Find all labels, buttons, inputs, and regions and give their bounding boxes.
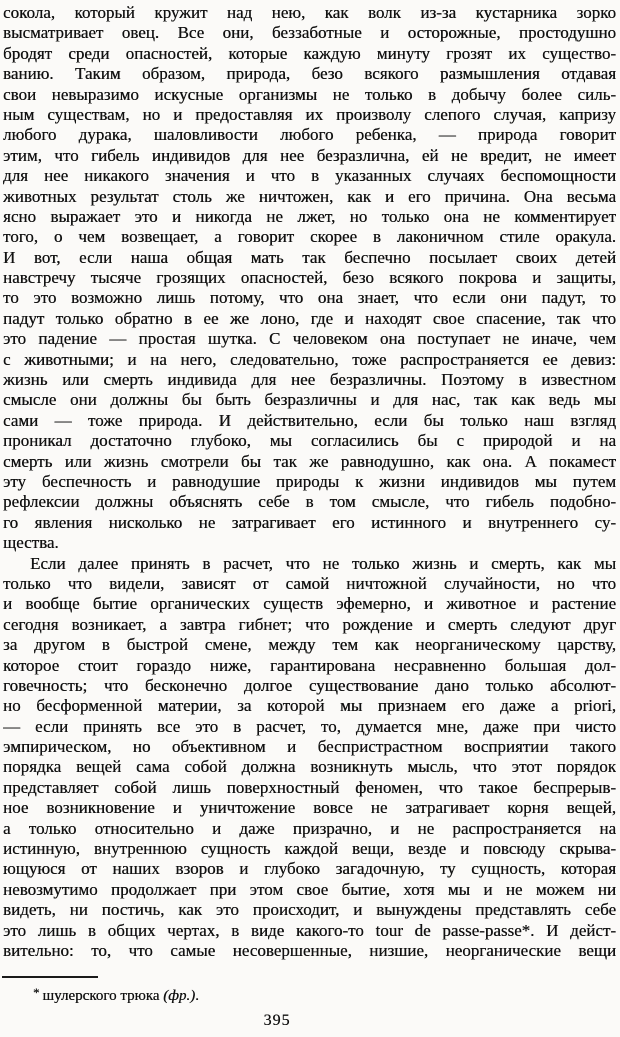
text-line: этим, что гибель индивидов для нее безразлична, ей не вредит, не имеет [3, 145, 616, 165]
text-line: то это возможно лишь потому, что она знает, что если они падут, то [3, 288, 616, 308]
text-line: для нее никакого значения и что в указанных случаях беспомощности [3, 166, 616, 186]
text-line: которое стоит гораздо ниже, гарантирована несравненно большая дол- [3, 655, 616, 675]
text-line: но бесформенной материи, за которой мы признаем его даже a priori, [3, 696, 616, 716]
text-line: И вот, если наша общая мать так беспечно посылает своих детей [3, 247, 616, 267]
text-line: навстречу тысяче грозящих опасностей, безо всякого покрова и защиты, [3, 268, 616, 288]
text-line: щества. [3, 533, 59, 553]
text-line: только что видели, зависят от самой ничтожной случайности, но что [3, 573, 616, 593]
text-line: сами — тоже природа. И действительно, если бы только наш взгляд [3, 410, 616, 430]
text-line: рефлексии должны объяснять себе в том смысле, что гибель подобно- [3, 492, 616, 512]
paragraph [3, 554, 616, 962]
text-line: ным существам, но и предоставляя их произволу слепого случая, капризу [3, 104, 616, 124]
text-line: Если далее принять в расчет, что не только жизнь и смерть, как мы [30, 553, 616, 573]
text-line: с животными; и на него, следовательно, тоже распространяется ее девиз: [3, 349, 616, 369]
body-text [3, 3, 616, 961]
text-line: — если принять все это в расчет, то, думается мне, даже при чисто [3, 716, 616, 736]
text-line: а только относительно и даже призрачно, и не распространяется на [3, 818, 616, 838]
text-line: свои невыразимо искусные организмы не только в добычу более силь- [3, 84, 616, 104]
text-line: и вообще бытие органических существ эфемерно, и животное и растение [3, 594, 616, 614]
text-line: проникал достаточно глубоко, мы согласились бы с природой и на [3, 431, 616, 451]
text-line: невозмутимо продолжает при этом свое бытие, хотя мы и не можем ни [3, 879, 616, 899]
page-number: 395 [263, 1012, 291, 1029]
text-line: это падение — простая шутка. С человеком она поступает не иначе, чем [3, 329, 616, 349]
text-line: видеть, ни постичь, как это происходит, и вынуждены представлять себе [3, 900, 616, 920]
footnote-language-note: (фр.) [163, 988, 196, 1004]
text-line: ющуюся от наших взоров и глубоко загадочную, ту сущность, которая [3, 859, 616, 879]
text-line: порядка вещей сама собой должна возникнуть мысль, что этот порядок [3, 757, 616, 777]
text-line: того, о чем возвещает, а говорит скорее в лаконичном стиле оракула. [3, 227, 616, 247]
text-line: говечность; что бесконечно долгое существование дано только абсолют- [3, 675, 616, 695]
text-line: ное возникновение и уничтожение вовсе не затрагивает корня вещей, [3, 798, 616, 818]
text-line: вительно: то, что самые несовершенные, низшие, неорганические вещи [3, 940, 616, 960]
paragraph [3, 3, 616, 554]
footnote-text: шулерского трюка [42, 988, 164, 1004]
text-line: высматривает овец. Все они, беззаботные и осторожные, простодушно [3, 23, 616, 43]
footnote-period: . [195, 988, 199, 1004]
text-line: бродят среди опасностей, которые каждую минуту грозят их существо- [3, 43, 616, 63]
footnote-marker: * [33, 985, 40, 1000]
text-line: смысле они должны бы быть безразличны и для нас, так как ведь мы [3, 390, 616, 410]
text-line: животных результат столь же ничтожен, как и его причина. Она весьма [3, 186, 616, 206]
footnote [33, 986, 199, 1006]
text-line: падут только обратно в ее же лоно, где и находят свое спасение, так что [3, 308, 616, 328]
text-line: представляет собой лишь поверхностный феномен, что такое беспрерыв- [3, 777, 616, 797]
text-line: сегодня возникает, а завтра гибнет; что рождение и смерть следуют друг [3, 614, 616, 634]
text-line: ванию. Таким образом, природа, безо всякого размышления отдавая [3, 64, 616, 84]
text-line: любого дурака, шаловливости любого ребенка, — природа говорит [3, 125, 616, 145]
text-line: смерть или жизнь смотрели бы так же равнодушно, как она. А покамест [3, 451, 616, 471]
text-line: ясно выражает это и никогда не лжет, но только она не комментирует [3, 206, 616, 226]
text-line: жизнь или смерть индивида для нее безразличны. Поэтому в известном [3, 370, 616, 390]
text-line: это лишь в общих чертах, в виде какого-то tour de passe-passe*. И дейст- [3, 920, 616, 940]
footnote-separator [2, 976, 98, 978]
text-line: эмпирическом, но объективном и беспристрастном восприятии такого [3, 737, 616, 757]
text-line: го явления нисколько не затрагивает его истинного и внутреннего су- [3, 512, 616, 532]
text-line: эту беспечность и равнодушие природы к жизни индивидов мы путем [3, 471, 616, 491]
text-line: сокола, который кружит над нею, как волк из-за кустарника зорко [3, 3, 616, 22]
text-line: истинную, внутреннюю сущность каждой вещи, везде и повсюду скрыва- [3, 839, 616, 859]
text-line: за другом в быстрой смене, между тем как неорганическому царству, [3, 635, 616, 655]
